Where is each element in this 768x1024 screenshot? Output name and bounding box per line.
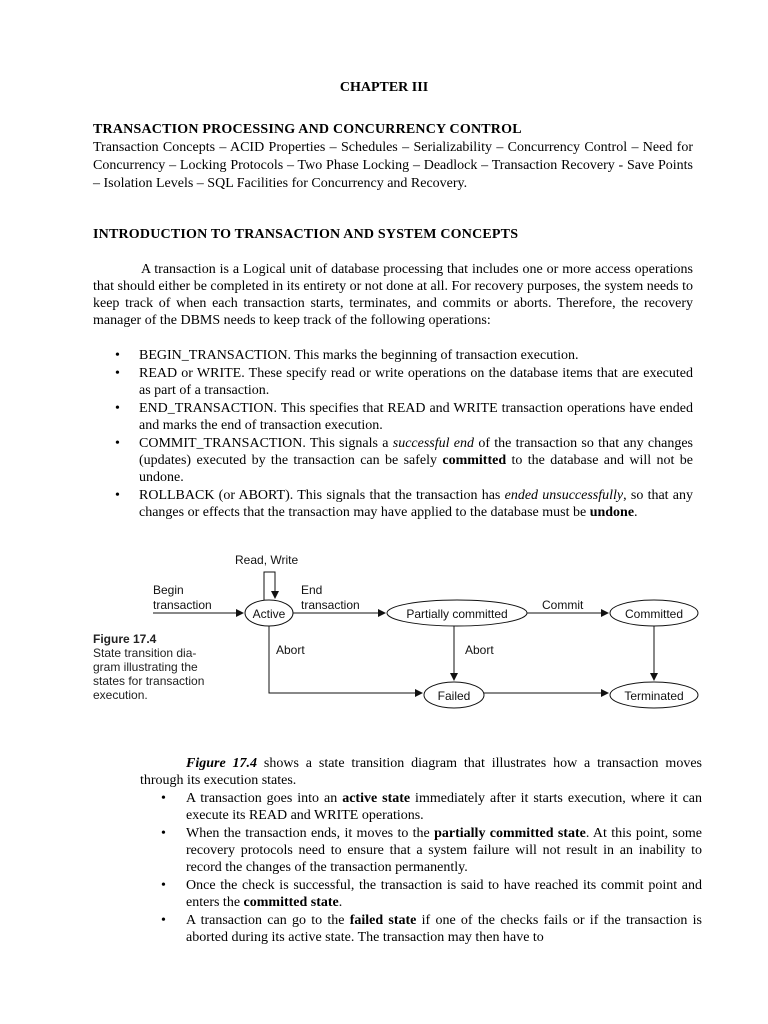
bullet-icon: •	[115, 436, 120, 451]
edge-label-begin: transaction	[153, 598, 212, 612]
chapter-title: CHAPTER III	[339, 80, 429, 95]
edge-label-commit: Commit	[542, 598, 584, 612]
state-active-label: Active	[252, 607, 286, 621]
bullet-icon: •	[161, 878, 166, 893]
edge-label-end: transaction	[301, 598, 360, 612]
list-item: • COMMIT_TRANSACTION. This signals a successful end of the transaction so that any changes (updates) executed by the transaction can be safely committed to the database and will not be undone.	[115, 436, 694, 485]
list-item: • END_TRANSACTION. This specifies that READ and WRITE transaction operations have ended and marks the end of transaction execution.	[115, 401, 693, 433]
state-committed-label: Committed	[624, 607, 684, 621]
list-item: • A transaction goes into an active state immediately after it starts execution, where it can execute its READ and WRITE operations.	[161, 791, 703, 823]
intro-paragraph: A transaction is a Logical unit of database processing that includes one or more access operations that should either be completed in its entirety or not done at all. For recovery purposes, the system needs to keep track of when each transaction starts, terminates, and commits or aborts. Therefore, the recovery manager of the DBMS needs to keep track of the following operations:	[93, 262, 693, 328]
states-list	[93, 790, 702, 947]
list-item: • ROLLBACK (or ABORT). This signals that the transaction has ended unsuccessfully, so that any changes or effects that the transaction may have applied to the database must be undone.	[115, 488, 694, 520]
list-item: • READ or WRITE. These specify read or write operations on the database items that are executed as part of a transaction.	[115, 366, 693, 398]
topics-paragraph: Transaction Concepts – ACID Properties – Schedules – Serializability – Concurrency Control – Need for Concurrency – Locking Protocols – Two Phase Locking – Deadlock – Transaction Recovery - Save Points – Isolation Levels – SQL Facilities for Concurrency and Recovery.	[93, 140, 693, 191]
state-terminated-label: Terminated	[624, 689, 684, 703]
list-item: • A transaction can go to the failed state if one of the checks fails or if the transaction is aborted during its active state. The transaction may then have to	[161, 913, 702, 945]
list-item: • When the transaction ends, it moves to the partially committed state. At this point, some recovery protocols need to ensure that a system failure will not result in an inability to record the changes of the transaction permanently.	[161, 826, 702, 875]
list-item: • Once the check is successful, the transaction is said to have reached its commit point and enters the committed state.	[161, 878, 702, 910]
edge-label-read-write: Read, Write	[235, 553, 299, 567]
section-transaction-processing	[93, 121, 693, 193]
section-heading: TRANSACTION PROCESSING AND CONCURRENCY CONTROL	[93, 122, 522, 137]
bullet-icon: •	[115, 366, 120, 381]
bullet-icon: •	[161, 826, 166, 841]
edge-read-write-loop	[264, 572, 275, 600]
bullet-icon: •	[115, 401, 120, 416]
bullet-icon: •	[161, 913, 166, 928]
edge-label-abort: Abort	[276, 643, 305, 657]
state-partially-committed-label: Partially committed	[406, 607, 508, 621]
figure-reference: Figure 17.4	[186, 756, 258, 771]
section-introduction	[93, 226, 693, 244]
edge-label-end: End	[301, 583, 323, 597]
section-heading: INTRODUCTION TO TRANSACTION AND SYSTEM CONCEPTS	[93, 227, 519, 242]
figure-explanation: Figure 17.4 shows a state transition diagram that illustrates how a transaction moves through its execution states.	[140, 756, 702, 788]
edge-abort-active	[269, 626, 422, 693]
figure-caption-text: State transition dia- gram illustrating the states for transaction execution.	[93, 646, 205, 702]
bullet-icon: •	[115, 488, 120, 503]
edge-label-begin: Begin	[153, 583, 184, 597]
figure-caption	[93, 632, 228, 702]
list-item: • BEGIN_TRANSACTION. This marks the beginning of transaction execution.	[115, 348, 579, 363]
bullet-icon: •	[115, 348, 120, 363]
state-failed-label: Failed	[437, 689, 471, 703]
figure-number: Figure 17.4	[93, 632, 157, 646]
bullet-icon: •	[161, 791, 166, 806]
operations-list	[93, 347, 693, 522]
edge-label-abort: Abort	[465, 643, 494, 657]
